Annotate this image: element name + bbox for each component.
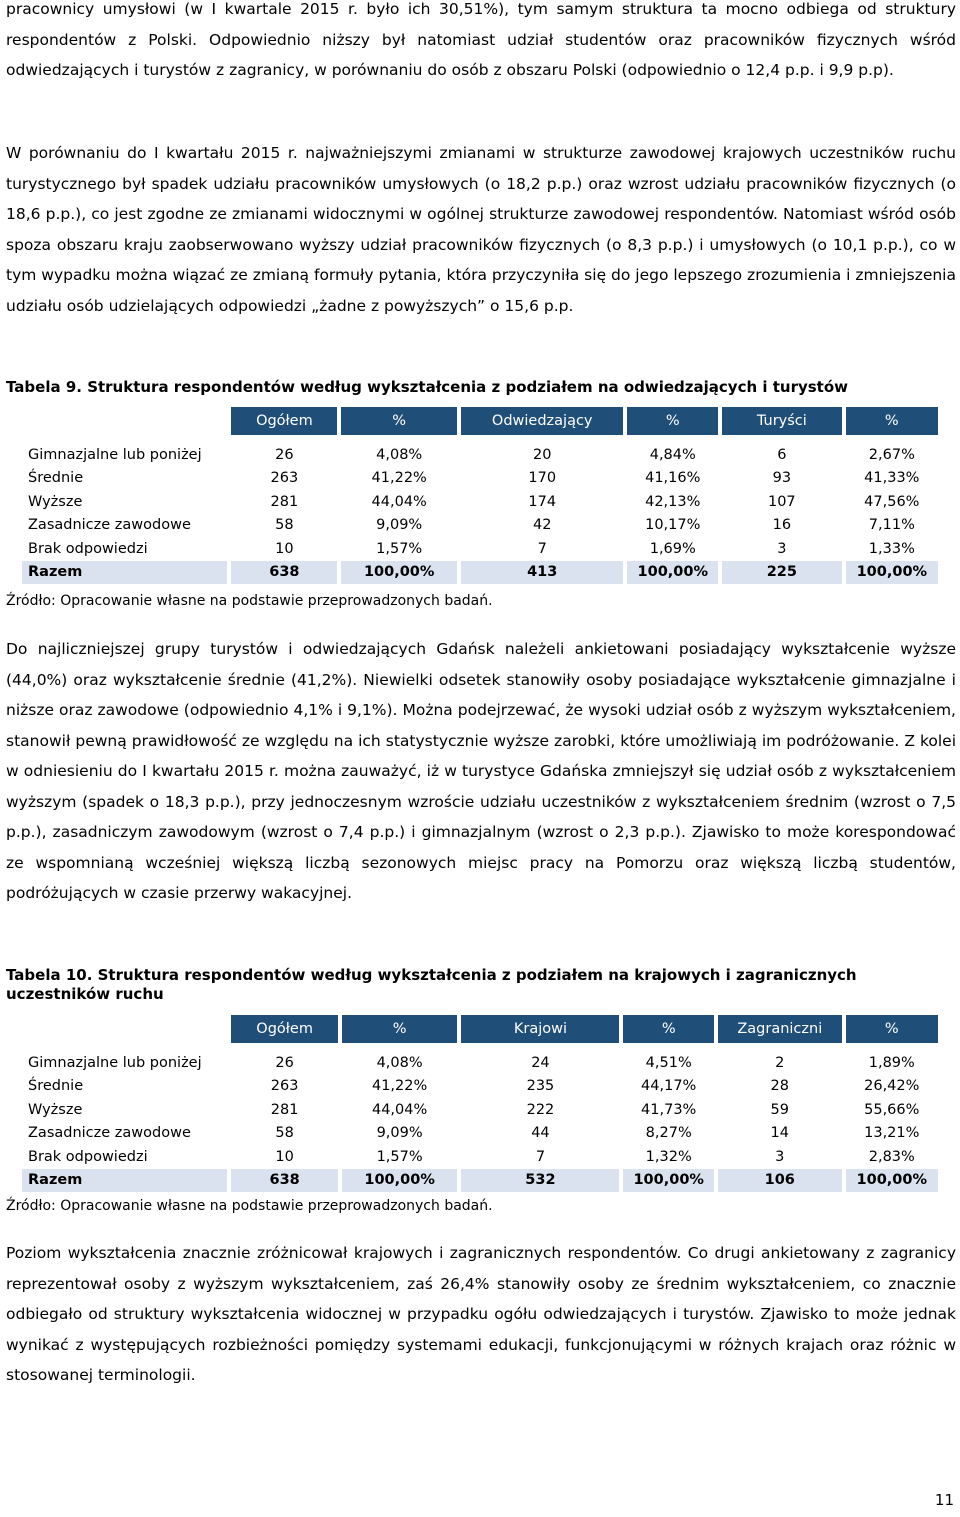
table-cell: 14: [770, 1125, 789, 1142]
table-cell: 10: [275, 1148, 294, 1165]
table-cell: 263: [270, 470, 299, 487]
table-cell: 93: [772, 470, 792, 487]
table9-header-pct3: %: [846, 407, 938, 435]
table-cell: 3: [775, 1148, 785, 1165]
table-cell: 638: [231, 561, 337, 585]
table-cell: 281: [270, 493, 299, 510]
table10-header-pct2: %: [623, 1015, 714, 1043]
table10-caption-label: Tabela 10.: [6, 966, 93, 984]
table9-header-tourists: Turyści: [722, 407, 842, 435]
table-cell: 1,89%: [868, 1054, 915, 1071]
table-row: [22, 1051, 938, 1075]
table-cell: 13,21%: [864, 1125, 920, 1142]
table-row: [22, 514, 938, 538]
table-spacer: [22, 435, 938, 443]
row-label: Wyższe: [28, 1101, 83, 1118]
table-cell: 100,00%: [846, 561, 938, 585]
table9-caption-label: Tabela 9.: [6, 378, 82, 396]
table-row: [22, 1075, 938, 1099]
table-cell: 16: [772, 517, 792, 534]
table-cell: 106: [718, 1169, 842, 1193]
row-label: Zasadnicze zawodowe: [28, 517, 191, 534]
table-cell: 6: [777, 446, 787, 463]
table-row: [22, 467, 938, 491]
table-cell: 47,56%: [864, 493, 920, 510]
table-cell: 59: [770, 1101, 789, 1118]
table-cell: 532: [461, 1169, 619, 1193]
table10-header-foreign: Zagraniczni: [718, 1015, 842, 1043]
table-cell: 1,32%: [645, 1148, 692, 1165]
table-row: [22, 490, 938, 514]
table9-caption: [6, 378, 956, 397]
table-cell: 1,33%: [868, 540, 915, 557]
table-cell: 413: [461, 561, 624, 585]
table-row: [22, 443, 938, 467]
table-cell: 26,42%: [864, 1078, 920, 1095]
table-total-row: [22, 1169, 938, 1193]
table9-source: Źródło: Opracowanie własne na podstawie przeprowadzonych badań.: [6, 593, 493, 609]
table-cell: 2,67%: [868, 446, 915, 463]
table-cell: 4,51%: [645, 1054, 692, 1071]
table-cell: 44,04%: [371, 1101, 428, 1118]
table-cell: 2: [775, 1054, 785, 1071]
table-row: [22, 1098, 938, 1122]
spacer-cell: [22, 1043, 938, 1051]
table-cell: 281: [270, 1101, 299, 1118]
table-cell: 24: [531, 1054, 550, 1071]
table-cell: 28: [770, 1078, 789, 1095]
paragraph-domestic-foreign: Poziom wykształcenia znacznie zróżnicował krajowych i zagranicznych respondentów. Co drugi ankietowany z zagranicy reprezentował osoby z wyższym wykształceniem, zaś 26,4% stanowiły osoby ze średnim wykształceniem, co znacznie odbiegało od struktury wykształcenia widocznej w przypadku ogółu odwiedzających i turystów. Zjawisko to może jednak wynikać z występujących rozbieżności pomiędzy systemami edukacji, funkcjonującymi w różnych krajach oraz różnic w stosowanej terminologii.: [6, 1244, 956, 1384]
table-cell: 235: [526, 1078, 555, 1095]
table-cell: 26: [275, 1054, 294, 1071]
table-cell: 2,83%: [868, 1148, 915, 1165]
table-cell: 8,27%: [645, 1125, 692, 1142]
table-cell: 174: [528, 493, 557, 510]
row-label: Średnie: [28, 470, 84, 487]
table-total-row: [22, 561, 938, 585]
table-cell: 9,09%: [376, 1125, 423, 1142]
table10-caption-text: Struktura respondentów według wykształcenia z podziałem na krajowych i zagranicznych uczestników ruchu: [6, 966, 857, 1003]
table-cell: 44,17%: [641, 1078, 697, 1095]
row-label: Zasadnicze zawodowe: [28, 1125, 191, 1142]
table-cell: 107: [767, 493, 796, 510]
table-cell: 41,22%: [371, 1078, 428, 1095]
table-cell: 7: [537, 540, 547, 557]
table-spacer: [22, 1043, 938, 1051]
table-cell: 42,13%: [645, 493, 701, 510]
table-cell: 58: [275, 1125, 294, 1142]
table-cell: 4,08%: [376, 446, 423, 463]
table-cell: 10,17%: [645, 517, 701, 534]
table-cell: 41,22%: [371, 470, 427, 487]
row-label: Wyższe: [28, 493, 83, 510]
paragraph-occupation-intro: pracownicy umysłowi (w I kwartale 2015 r. było ich 30,51%), tym samym struktura ta mocno odbiega od struktury respondentów z Polski. Odpowiednio niższy był natomiast udział studentów oraz pracowników fizycznych wśród odwiedzających i turystów z zagranicy, w porównaniu do osób z obszaru Polski (odpowiednio o 12,4 p.p. i 9,9 p.p).: [6, 0, 956, 79]
table-cell: 7,11%: [868, 517, 915, 534]
table-row: [22, 537, 938, 561]
table-cell: 41,16%: [645, 470, 701, 487]
table-cell: 42: [532, 517, 552, 534]
table10-header-domestic: Krajowi: [461, 1015, 619, 1043]
page-number: 11: [934, 1491, 954, 1509]
table10-header-row: [22, 1015, 938, 1043]
table-cell: 100,00%: [623, 1169, 714, 1193]
table-cell: 20: [532, 446, 552, 463]
table-cell: 1,57%: [376, 1148, 423, 1165]
row-label: Gimnazjalne lub poniżej: [28, 446, 202, 463]
table9-header-corner: [22, 407, 227, 435]
table9-header-total: Ogółem: [231, 407, 337, 435]
paragraph-occupation-changes: W porównaniu do I kwartału 2015 r. najważniejszymi zmianami w strukturze zawodowej krajowych uczestników ruchu turystycznego był spadek udziału pracowników umysłowych (o 18,2 p.p.) oraz wzrost udziału pracowników fizycznych (o 18,6 p.p.), co jest zgodne ze zmianami widocznymi w ogólnej strukturze zawodowej respondentów. Natomiast wśród osób spoza obszaru kraju zaobserwowano wyższy udział pracowników fizycznych (o 8,3 p.p.) i umysłowych (o 10,1 p.p.), co w tym wypadku można wiązać ze zmianą formuły pytania, która przyczyniła się do jego lepszego zrozumienia i zmniejszenia udziału osób udzielających odpowiedzi „żadne z powyższych” o 15,6 p.p.: [6, 144, 956, 315]
table-cell: 638: [231, 1169, 337, 1193]
table-cell: 1,57%: [376, 540, 423, 557]
table9-header-row: [22, 407, 938, 435]
table-cell: 1,69%: [649, 540, 696, 557]
table-cell: 170: [528, 470, 557, 487]
table-cell: 100,00%: [627, 561, 718, 585]
table9-header-visitors: Odwiedzający: [461, 407, 624, 435]
table-cell: 41,73%: [641, 1101, 697, 1118]
row-label: Razem: [22, 561, 227, 585]
row-label: Razem: [22, 1169, 227, 1193]
table-cell: 3: [777, 540, 787, 557]
table-row: [22, 1145, 938, 1169]
row-label: Średnie: [28, 1078, 84, 1095]
row-label: Brak odpowiedzi: [28, 540, 148, 557]
table10-header-corner: [22, 1015, 227, 1043]
row-label: Gimnazjalne lub poniżej: [28, 1054, 202, 1071]
table-cell: 44,04%: [371, 493, 427, 510]
table-cell: 222: [526, 1101, 555, 1118]
table10-header-pct3: %: [846, 1015, 938, 1043]
table-cell: 7: [535, 1148, 546, 1165]
table-cell: 4,08%: [376, 1054, 423, 1071]
table10: [18, 1015, 942, 1192]
table-row: [22, 1122, 938, 1146]
table9-header-pct1: %: [341, 407, 457, 435]
table10-source: Źródło: Opracowanie własne na podstawie przeprowadzonych badań.: [6, 1198, 493, 1214]
table-cell: 10: [275, 540, 294, 557]
table-cell: 225: [722, 561, 842, 585]
table-cell: 58: [275, 517, 294, 534]
table10-caption: [6, 966, 956, 1004]
table9-header-pct2: %: [627, 407, 718, 435]
table-cell: 263: [270, 1078, 299, 1095]
table10-header-pct1: %: [342, 1015, 458, 1043]
table-cell: 41,33%: [864, 470, 920, 487]
table-cell: 4,84%: [649, 446, 696, 463]
table-cell: 100,00%: [342, 1169, 458, 1193]
table-cell: 9,09%: [376, 517, 423, 534]
table-cell: 26: [275, 446, 294, 463]
table-cell: 100,00%: [846, 1169, 938, 1193]
table-cell: 55,66%: [864, 1101, 920, 1118]
table9: [18, 407, 942, 584]
spacer-cell: [22, 435, 938, 443]
table-cell: 44: [531, 1125, 550, 1142]
table9-caption-text: Struktura respondentów według wykształcenia z podziałem na odwiedzających i turystów: [87, 378, 849, 396]
table10-header-total: Ogółem: [231, 1015, 337, 1043]
table-cell: 100,00%: [341, 561, 457, 585]
paragraph-education-analysis: Do najliczniejszej grupy turystów i odwiedzających Gdańsk należeli ankietowani posiadający wykształcenie wyższe (44,0%) oraz wykształcenie średnie (41,2%). Niewielki odsetek stanowiły osoby posiadające wykształcenie gimnazjalne i niższe oraz zawodowe (odpowiednio 4,1% i 9,1%). Można podejrzewać, że wysoki udział osób z wyższym wykształceniem, stanowił pewną prawidłowość ze względu na ich statystycznie wyższe zarobki, które umożliwiają im podróżowanie. Z kolei w odniesieniu do I kwartału 2015 r. można zauważyć, iż w turystyce Gdańska zmniejszył się udział osób z wykształceniem wyższym (spadek o 18,3 p.p.), przy jednoczesnym wzroście udziału uczestników z wykształceniem średnim (wzrost o 7,5 p.p.), zasadniczym zawodowym (wzrost o 7,4 p.p.) i gimnazjalnym (wzrost o 2,3 p.p.). Zjawisko to może korespondować ze wspomnianą wcześniej większą liczbą sezonowych miejsc pracy na Pomorzu oraz większą liczbą studentów, podróżujących w czasie przerwy wakacyjnej.: [6, 640, 956, 902]
row-label: Brak odpowiedzi: [28, 1148, 148, 1165]
